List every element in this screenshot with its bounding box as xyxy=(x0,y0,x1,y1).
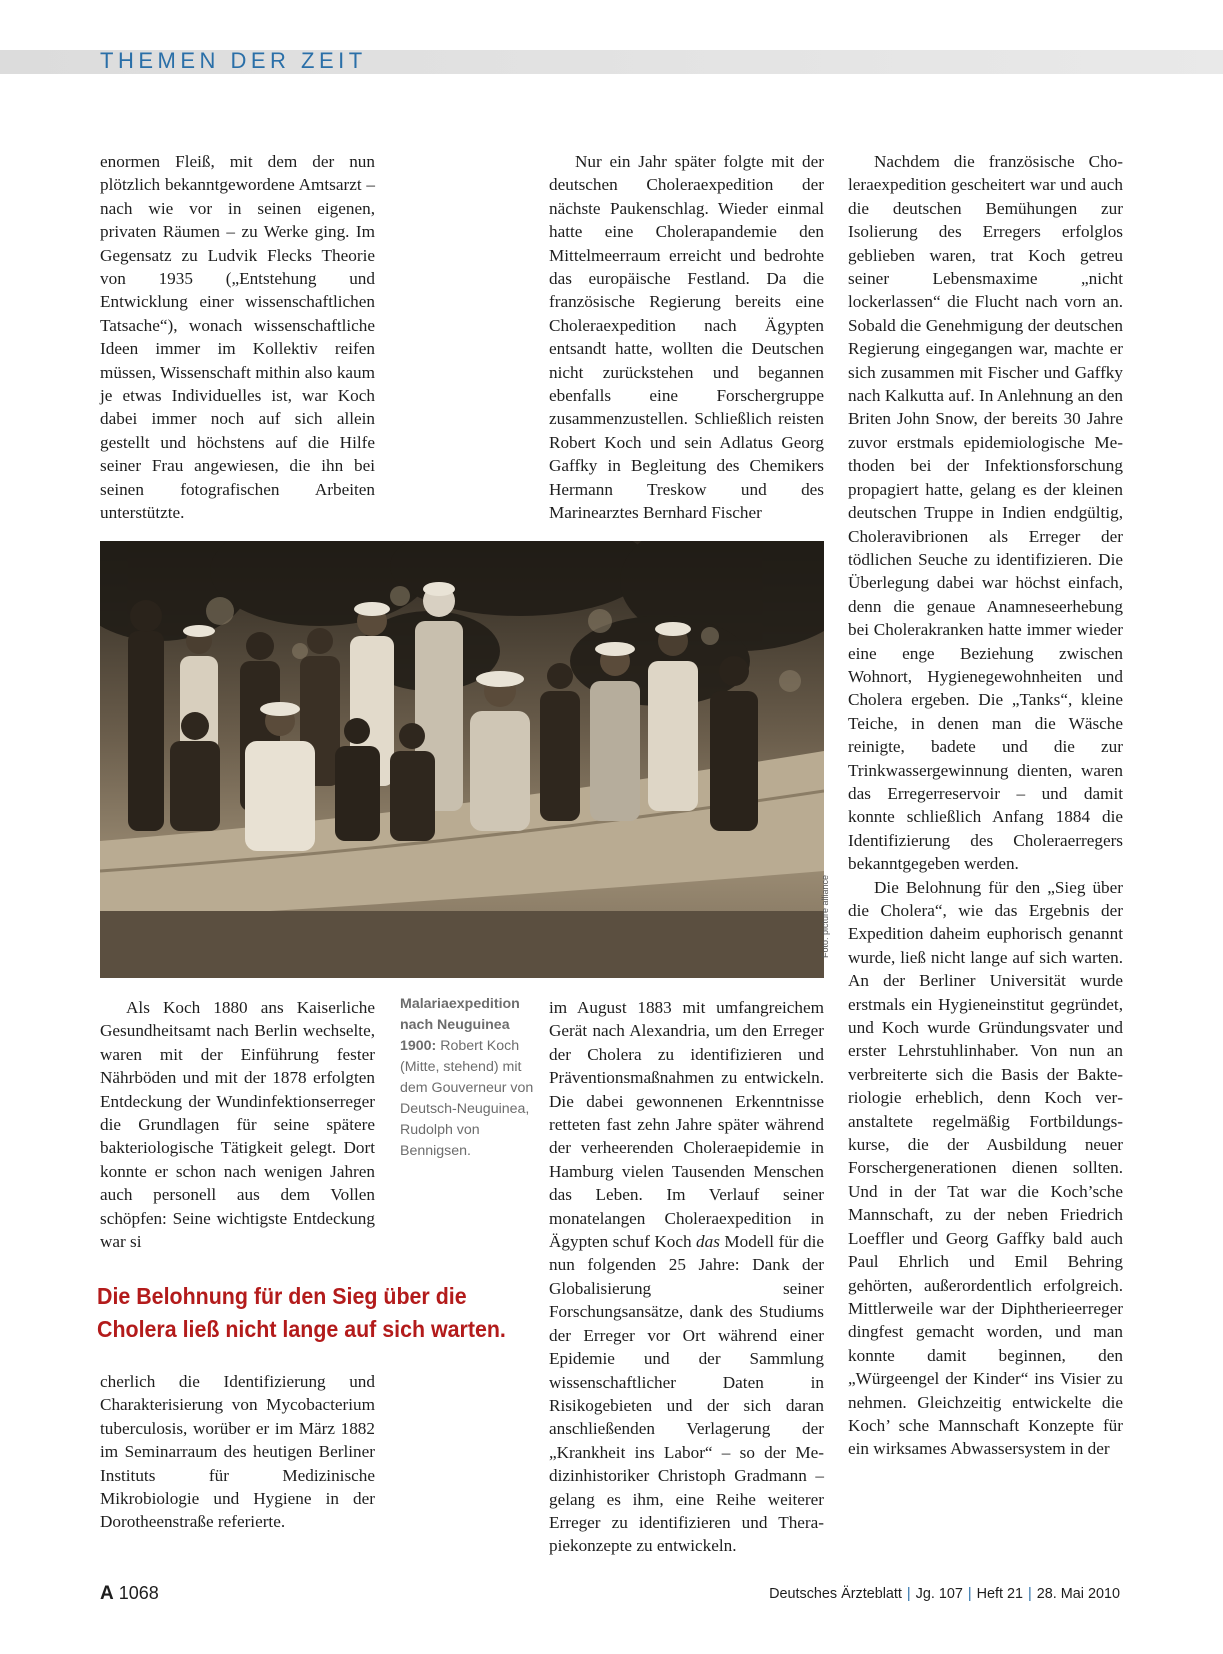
section-label: THEMEN DER ZEIT xyxy=(100,48,367,73)
column-3 xyxy=(848,150,1123,1461)
emphasis: das xyxy=(696,1232,720,1252)
journal-info xyxy=(769,1586,1120,1602)
paragraph: cherlich die Identifizierung und Charakterisierung von Mycobacterium tuberculosis, worüber er im März 1882 im Seminarraum des heutigen Berliner Instituts für Medizinische Mikrobiologie und Hygiene in der Dorotheenstraße referierte. xyxy=(100,1372,375,1532)
pull-quote-line: Die Belohnung für den Sieg über die xyxy=(97,1283,467,1309)
column-1-continued xyxy=(100,1370,375,1534)
pull-quote xyxy=(97,1280,525,1346)
journal-issue: Heft 21 xyxy=(976,1586,1024,1602)
expedition-group-photo xyxy=(100,541,824,978)
page-number xyxy=(100,1583,159,1605)
column-1-top xyxy=(100,150,375,525)
paragraph: Nur ein Jahr später folgte mit der deutschen Choleraexpedition der nächste Paukenschlag. Wieder einmal hatte eine Cholerapandemie den Mittelmeerraum erreicht und bedrohte das europäische Festland. Da die französische Regierung bereits eine Choleraexpedition nach Ägypten entsandt hatte, wollten die Deutschen nicht zurückstehen und begannen ebenfalls eine Forschergruppe zusammenzustellen. Schließlich reisten Robert Koch und sein Adlatus Georg Gaffky in Begleitung des Chemikers Hermann Treskow und des Marinearztes Bernhard Fischer xyxy=(549,152,824,523)
journal-name: Deutsches Ärzteblatt xyxy=(769,1586,902,1602)
column-1-bottom xyxy=(100,996,375,1253)
caption-title: Malariaexpedition nach Neuguinea 1900: xyxy=(400,996,520,1054)
paragraph xyxy=(549,996,824,1558)
photo-caption xyxy=(400,994,535,1162)
journal-date: 28. Mai 2010 xyxy=(1036,1586,1120,1602)
caption-text: Robert Koch (Mitte, stehend) mit dem Gouverneur von Deutsch-Neuguinea, Rudolph von Bennigsen. xyxy=(400,1038,534,1159)
page-number-value: 1068 xyxy=(118,1583,159,1603)
paragraph: Als Koch 1880 ans Kaiserliche Gesundheitsamt nach Berlin wechselte, waren mit der Einführung fester Nährböden und mit der 1878 erfolgten Entdeckung der Wundinfektionserreger die Grundlagen für seine spätere bakteriologische Tätigkeit gelegt. Dort konnte er schon nach wenigen Jahren auch personell aus dem Vollen schöpfen: Seine wichtigste Entdeckung war si xyxy=(100,998,375,1252)
separator: | xyxy=(906,1586,911,1602)
text-run: im August 1883 mit umfangreichem Gerät nach Alexandria, um den Erreger der Cholera zu identifizieren und Präventionsmaßnahmen zu entwickeln. Die dabei gewonnenen Erkenntnisse retteten fast zehn Jahre später während der verheerenden Choleraepidemie in Hamburg vielen Tausenden Menschen das Leben. Im Verlauf seiner monatelangen Choleraexpedition in Ägypten schuf Koch xyxy=(549,998,824,1252)
column-2-bottom xyxy=(549,996,824,1558)
page-prefix: A xyxy=(100,1583,114,1604)
paragraph: Nachdem die französische Choleraexpedition gescheitert war und auch die deutschen Bemühungen zur Isolierung des Erregers erfolglos geblieben waren, trat Koch getreu seiner Lebensmaxime „nicht lockerlassen“ die Flucht nach vorn an. Sobald die Genehmigung der deutschen Regierung eingegangen war, machte er sich zusammen mit Fischer und Gaffky nach Kalkutta auf. In Anlehnung an den Briten John Snow, der bereits 30 Jahre zuvor erstmals epidemiologische Methoden bei der Infektionsforschung propagiert hatte, gelang es der kleinen deutschen Truppe in Indien endgültig, Choleravibrionen als Erreger der tödlichen Seuche zu identifizieren. Die Überlegung dabei war höchst einfach, denn die genaue Anamneseerhebung bei Cholerakranken hatte immer wieder eine enge Beziehung zwischen Wohnort, Hygienegewohnheiten und Cholera ergeben. Die „Tanks“, kleine Teiche, in denen man die Wäsche reinigte, badete und die zur Trinkwassergewinnung dienten, waren das Erregerreservoir – und damit konnte schließlich Anfang 1884 die Identifizierung des Choleraerregers bekanntgegeben werden. xyxy=(848,152,1123,874)
separator: | xyxy=(967,1586,972,1602)
text-run: Modell für die nun folgenden 25 Jahre: Dank der Globalisierung seiner Forschungsansätze, dank des Studiums der Erreger vor Ort während einer Epidemie und der Sammlung wissenschaftlicher Daten in Risikogebieten und der sich daran anschließenden Verlagerung der „Krankheit ins Labor“ – so der Medizinhistoriker Christoph Gradmann – gelang es ihm, eine Reihe weiterer Erreger zu identifizieren und Therapiekonzepte zu entwickeln. xyxy=(549,1232,824,1556)
paragraph: enormen Fleiß, mit dem der nun plötzlich bekanntgewordene Amtsarzt – nach wie vor in seinen eigenen, privaten Räumen – zu Werke ging. Im Gegensatz zu Ludvik Flecks Theorie von 1935 („Entstehung und Entwicklung einer wissenschaftlichen Tatsache“), wonach wissenschaftliche Ideen immer im Kollektiv reifen müssen, Wissenschaft mithin also kaum je etwas Individuelles ist, war Koch dabei immer noch auf sich allein gestellt und höchstens auf die Hilfe seiner Frau angewiesen, die ihn bei seinen fotografischen Arbeiten unterstützte. xyxy=(100,152,375,523)
pull-quote-line: Cholera ließ nicht lange auf sich warten. xyxy=(97,1316,506,1342)
separator: | xyxy=(1028,1586,1032,1602)
journal-volume: Jg. 107 xyxy=(915,1586,963,1602)
column-2-top xyxy=(549,150,824,525)
paragraph: Die Belohnung für den „Sieg über die Cholera“, wie das Ergebnis der Expedition daheim euphorisch genannt wurde, ließ nicht lange auf sich warten. An der Berliner Universität wurde erstmals ein Hygieneinstitut gegründet, und Koch wurde Gründungsvater und erster Lehrstuhlinhaber. Von nun an verbreiterte sich die Basis der Bakteriologie erheblich, denn Koch veranstaltete regelmäßig Fortbildungskurse, die der Ausbildung neuer Forschergenerationen dienen sollten. Und in der Tat war die Koch’sche Mannschaft, zu der neben Friedrich Loeffler und Georg Gaffky bald auch Paul Ehrlich und Emil Behring gehörten, außerordentlich erfolgreich. Mittlerweile war der Diphtherieerreger dingfest gemacht worden, und man konnte damit beginnen, den „Würgeengel der Kinder“ ins Visier zu nehmen. Gleichzeitig entwickelte die Koch’ sche Mannschaft Konzepte für ein wirksames Abwassersystem in der xyxy=(848,877,1123,1459)
photo-credit: Foto: picture alliance xyxy=(820,874,830,958)
historical-photo xyxy=(100,541,824,978)
